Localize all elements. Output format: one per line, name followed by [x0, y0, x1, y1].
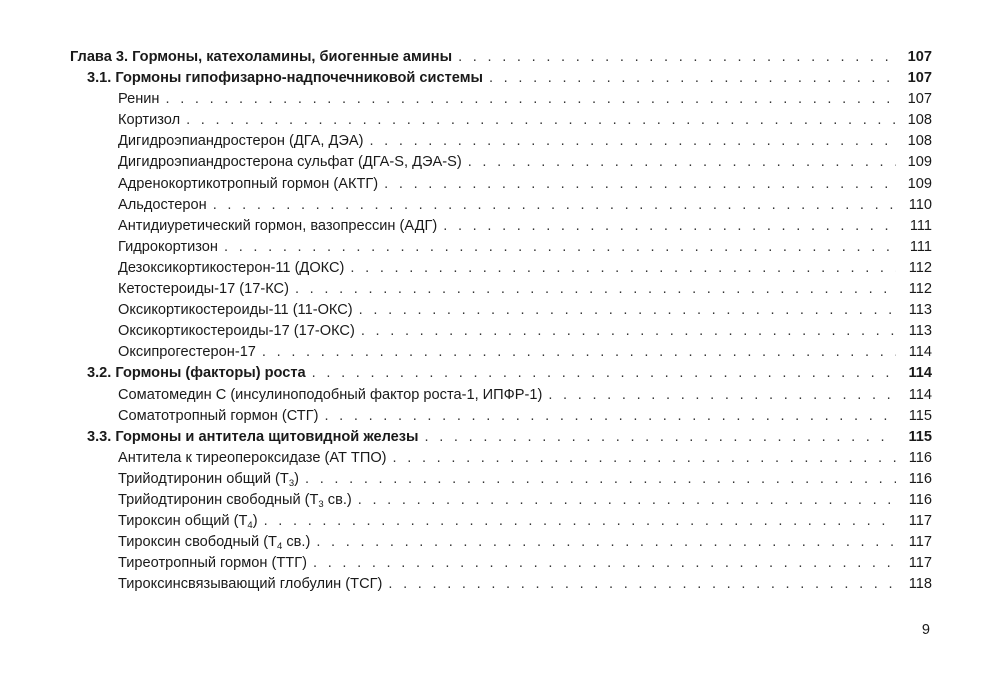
toc-entry-title	[118, 448, 387, 469]
toc-entry-title	[118, 195, 207, 216]
dot-leader	[316, 532, 896, 553]
toc-entry-title	[118, 89, 159, 110]
toc-entry-text: 3.2. Гормоны (факторы) роста	[87, 365, 306, 382]
toc-entry-text: Гидрокортизон	[118, 238, 218, 255]
toc-page-number: 114	[908, 365, 932, 382]
toc-entry-text: Тироксин свободный (T	[118, 534, 277, 551]
toc-entry-text: 3.1. Гормоны гипофизарно-надпочечниковой системы	[87, 70, 483, 87]
toc-entry	[70, 258, 932, 279]
dot-leader	[305, 469, 896, 490]
toc-entry-subscript: 3	[288, 477, 295, 489]
toc-section	[70, 68, 932, 89]
toc-page-number: 108	[907, 112, 932, 129]
toc-entry	[70, 216, 932, 237]
page-number: 9	[921, 622, 930, 638]
toc-entry-title	[118, 216, 437, 237]
toc-page-number: 112	[908, 281, 932, 298]
toc-entry-title	[118, 385, 542, 406]
toc-entry	[70, 553, 932, 574]
dot-leader	[264, 511, 896, 532]
toc-page-number: 115	[908, 407, 932, 424]
toc-entry-text: Ренин	[118, 91, 160, 108]
dot-leader	[186, 110, 896, 131]
toc-entry-subscript: 3	[318, 498, 324, 510]
toc-entry-title	[87, 427, 419, 448]
toc-page-number: 109	[907, 154, 932, 171]
toc-entry-text: Глава 3. Гормоны, катехоламины, биогенные амины	[70, 49, 453, 65]
dot-leader	[165, 89, 896, 110]
toc-entry-text: 3.3. Гормоны и антитела щитовидной железы	[87, 428, 419, 445]
dot-leader	[262, 342, 896, 363]
toc-page-number: 109	[907, 175, 932, 192]
toc-entry-text: Дигидроэпиандростерон (ДГА, ДЭА)	[118, 133, 364, 150]
dot-leader	[312, 363, 896, 384]
toc-page-number: 117	[908, 513, 932, 530]
dot-leader	[358, 490, 896, 511]
toc-entry	[70, 511, 932, 532]
toc-page-number: 118	[908, 576, 932, 593]
toc-entry	[70, 300, 932, 321]
dot-leader	[489, 68, 896, 89]
toc-entry-text: Трийодтиронин свободный (T	[118, 491, 319, 508]
toc-entry	[70, 195, 932, 216]
dot-leader	[369, 131, 896, 152]
toc-entry-title	[118, 279, 289, 300]
toc-page-number: 116	[908, 449, 932, 466]
toc-entry-title	[87, 68, 483, 89]
toc-entry	[70, 448, 932, 469]
toc-entry-text: Оксипрогестерон-17	[118, 344, 256, 361]
toc-entry-text: Дезоксикортикостерон-11 (ДОКС)	[118, 259, 345, 276]
toc-entry	[70, 406, 932, 427]
toc-entry-text: Дигидроэпиандростерона сульфат (ДГА-S, ДЭА-S)	[118, 154, 462, 171]
toc-entry-text-after: )	[294, 470, 300, 487]
toc-entry-title	[87, 363, 306, 384]
toc-entry-text: Соматомедин С (инсулиноподобный фактор роста-1, ИПФР-1)	[118, 386, 543, 403]
toc-page-number: 116	[908, 491, 932, 508]
toc-page-number: 114	[908, 344, 932, 361]
table-of-contents	[70, 47, 932, 595]
dot-leader	[213, 195, 896, 216]
toc-page-number: 107	[907, 70, 932, 87]
dot-leader	[458, 47, 896, 68]
toc-entry-title	[118, 490, 352, 511]
toc-entry	[70, 174, 932, 195]
toc-page-number: 113	[908, 323, 932, 340]
toc-page-number: 112	[908, 259, 932, 276]
toc-entry	[70, 89, 932, 110]
toc-entry-title	[118, 237, 218, 258]
toc-entry-title	[118, 553, 307, 574]
toc-entry-text: Соматотропный гормон (СТГ)	[118, 407, 319, 424]
toc-page-number: 117	[908, 555, 932, 572]
toc-entry	[70, 321, 932, 342]
toc-page-number: 111	[909, 217, 932, 234]
toc-entry	[70, 131, 932, 152]
toc-entry-text: Кортизол	[118, 112, 181, 129]
toc-entry	[70, 469, 932, 490]
toc-entry-subscript: 4	[276, 541, 283, 553]
toc-entry-text: Альдостерон	[118, 196, 207, 213]
dot-leader	[548, 385, 896, 406]
toc-entry-text: Оксикортикостероиды-17 (17-ОКС)	[118, 323, 355, 340]
toc-entry-title	[118, 321, 355, 342]
toc-entry	[70, 490, 932, 511]
toc-entry	[70, 532, 932, 553]
toc-entry-title	[118, 110, 180, 131]
toc-entry-title	[118, 469, 299, 490]
toc-entry	[70, 385, 932, 406]
dot-leader	[324, 406, 896, 427]
toc-page-number: 117	[908, 534, 932, 551]
toc-entry-text-after: )	[252, 513, 258, 530]
toc-entry-title	[118, 131, 363, 152]
toc-entry-title	[118, 174, 378, 195]
toc-entry-text: Адренокортикотропный гормон (АКТГ)	[118, 175, 379, 192]
toc-section	[70, 363, 932, 384]
toc-page-number: 115	[908, 428, 932, 445]
toc-entry-text-after: св.)	[282, 534, 311, 551]
toc-entry	[70, 574, 932, 595]
toc-entry-title	[70, 47, 452, 68]
toc-entry	[70, 279, 932, 300]
toc-page-number: 107	[907, 49, 932, 65]
dot-leader	[425, 427, 896, 448]
dot-leader	[443, 216, 896, 237]
toc-entry-text: Тиреотропный гормон (ТТГ)	[118, 555, 307, 572]
toc-entry-subscript: 4	[247, 520, 253, 532]
toc-entry	[70, 342, 932, 363]
toc-section	[70, 427, 932, 448]
toc-entry-title	[118, 258, 344, 279]
dot-leader	[393, 448, 896, 469]
dot-leader	[468, 152, 896, 173]
toc-entry-title	[118, 532, 310, 553]
toc-page-number: 114	[908, 386, 932, 403]
toc-entry	[70, 152, 932, 173]
toc-entry	[70, 110, 932, 131]
dot-leader	[295, 279, 896, 300]
toc-entry-text: Трийодтиронин общий (T	[118, 470, 289, 487]
toc-entry-title	[118, 511, 258, 532]
dot-leader	[361, 321, 896, 342]
toc-entry-text: Оксикортикостероиды-11 (11-ОКС)	[118, 302, 353, 319]
toc-page-number: 108	[907, 133, 932, 150]
toc-entry-title	[118, 406, 318, 427]
dot-leader	[359, 300, 896, 321]
dot-leader	[350, 258, 896, 279]
toc-page-number: 111	[909, 238, 932, 255]
dot-leader	[313, 553, 896, 574]
toc-page-number: 116	[908, 470, 932, 487]
toc-entry-title	[118, 152, 462, 173]
toc-page-number: 107	[907, 91, 932, 108]
toc-entry-text: Антидиуретический гормон, вазопрессин (АДГ)	[118, 217, 438, 234]
toc-entry-title	[118, 300, 353, 321]
toc-page-number: 110	[908, 196, 932, 213]
toc-entry	[70, 237, 932, 258]
toc-entry-text-after: св.)	[323, 491, 352, 508]
toc-chapter	[70, 47, 932, 68]
toc-entry-title	[118, 574, 382, 595]
dot-leader	[388, 574, 896, 595]
toc-page-number: 113	[908, 302, 932, 319]
dot-leader	[384, 174, 896, 195]
toc-entry-title	[118, 342, 256, 363]
toc-entry-text: Тироксин общий (T	[118, 513, 248, 530]
toc-entry-text: Тироксинсвязывающий глобулин (ТСГ)	[118, 576, 383, 593]
toc-entry-text: Антитела к тиреопероксидазе (АТ ТПО)	[118, 449, 387, 466]
dot-leader	[224, 237, 896, 258]
toc-entry-text: Кетостероиды-17 (17-КС)	[118, 281, 289, 298]
